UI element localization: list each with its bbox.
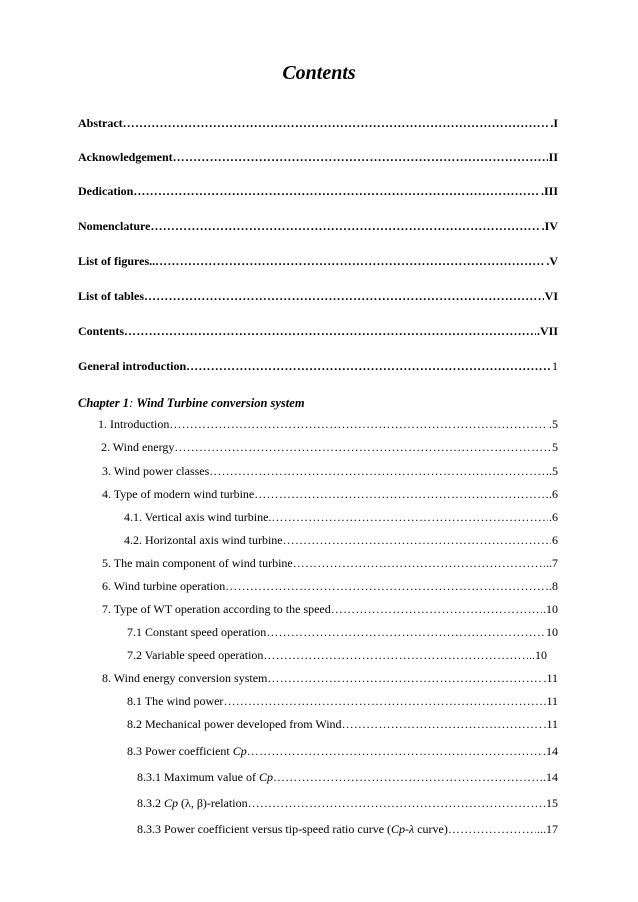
toc-entry-label: 5. The main component of wind turbine [102,556,293,570]
toc-entry-page: VI [544,289,558,303]
toc-entry-page: .15 [543,796,558,810]
toc-entry-cp-lambda-curve[interactable] [137,821,558,837]
leader-dots [209,463,548,479]
chapter-sep: : [129,396,137,410]
leader-dots [169,416,548,432]
chapter-label: Chapter 1 [78,396,130,410]
toc-entry-abstract[interactable] [78,115,558,131]
toc-entry-page: .IV [541,219,558,233]
toc-entry-page: ..10 [529,648,547,662]
toc-entry-list-of-figures[interactable] [78,253,558,269]
leader-dots [223,693,542,709]
toc-entry-page: 5 [552,440,558,454]
toc-entry-page: .6 [549,487,558,501]
leader-dots [283,532,551,548]
leader-dots [266,624,545,640]
leader-dots [273,769,542,785]
leader-dots [174,439,551,455]
toc-entry-label: 6. Wind turbine operation [102,579,226,593]
toc-entry-type-wt-operation[interactable] [102,601,558,617]
leader-dots [144,288,544,304]
toc-entry-main-component[interactable] [102,555,558,571]
toc-entry-page: .I [550,116,558,130]
leader-dots [342,716,543,732]
toc-entry-acknowledgement[interactable] [78,149,558,165]
leader-dots [263,647,528,663]
toc-entry-page: 10 [546,625,558,639]
toc-entry-page: 1 [552,359,558,373]
toc-entry-label: List of figures.. [78,254,156,268]
label-text: 8.3.3 Power coefficient versus tip-speed ratio curve ( [137,822,392,836]
toc-entry-page: .8 [549,579,558,593]
toc-entry-label: Dedication [78,184,134,198]
toc-entry-horizontal-axis[interactable] [124,532,558,548]
toc-entry-power-coefficient[interactable] [127,743,558,759]
toc-entry-page: II [548,150,558,164]
toc-entry-label: 7. Type of WT operation according to the speed [102,602,331,616]
leader-dots [155,253,545,269]
toc-entry-wind-energy[interactable] [101,439,558,455]
toc-entry-label: 1. Introduction [98,417,170,431]
toc-entry-vertical-axis[interactable] [124,509,558,525]
toc-entry-label: 4.2. Horizontal axis wind turbine [124,533,283,547]
toc-entry-page: .11 [543,717,558,731]
leader-dots [271,509,548,525]
leader-dots [267,670,542,686]
toc-entry-label: 4. Type of modern wind turbine [102,487,255,501]
leader-dots [173,149,548,165]
leader-dots [186,358,551,374]
toc-entry-nomenclature[interactable] [78,218,558,234]
toc-entry-label [137,769,273,785]
toc-entry-label: List of tables [78,289,144,303]
toc-entry-label: General introduction [78,359,187,373]
toc-entry-introduction[interactable] [98,416,558,432]
toc-entry-type-modern-wind-turbine[interactable] [102,486,558,502]
toc-entry-label: Acknowledgement [78,150,173,164]
toc-entry-wind-power[interactable] [127,693,558,709]
leader-dots [331,601,542,617]
toc-entry-page: .10 [543,602,558,616]
cp-symbol: Cp [232,744,247,758]
toc-entry-page: .5 [549,464,558,478]
leader-dots [124,323,536,339]
page-title: Contents [282,62,356,84]
toc-entry-label: 8.1 The wind power [127,694,224,708]
toc-entry-page: .11 [543,694,558,708]
toc-entry-label: Contents [78,324,125,338]
cp-symbol: Cp [258,770,273,784]
toc-entry-label [137,795,248,811]
toc-entry-page: .III [540,184,558,198]
label-text: 8.3 Power coefficient [127,744,233,758]
toc-entry-general-introduction[interactable] [78,358,558,374]
toc-entry-label: Abstract [78,116,123,130]
cp-symbol: Cp [164,796,179,810]
toc-entry-contents[interactable] [78,323,558,339]
leader-dots [150,218,540,234]
toc-entry-label [127,743,247,759]
toc-entry-max-cp[interactable] [137,769,558,785]
label-text: (λ, β)-relation [178,796,248,810]
toc-entry-page: .5 [549,417,558,431]
toc-entry-constant-speed[interactable] [127,624,558,640]
cp-lambda-symbol: Cp-λ [391,822,415,836]
toc-entry-variable-speed[interactable] [127,647,547,663]
toc-entry-label: 8. Wind energy conversion system [102,671,268,685]
leader-dots [123,115,550,131]
leader-dots [247,743,542,759]
toc-entry-label: 4.1. Vertical axis wind turbine. [124,510,272,524]
label-text: curve) [414,822,448,836]
toc-entry-cp-relation[interactable] [137,795,558,811]
toc-entry-conversion-system[interactable] [102,670,558,686]
toc-entry-dedication[interactable] [78,183,558,199]
toc-entry-label: 7.2 Variable speed operation [127,648,264,662]
leader-dots [254,486,548,502]
toc-entry-wind-turbine-operation[interactable] [102,578,558,594]
label-text: 8.3.2 [137,796,164,810]
leader-dots [248,795,542,811]
leader-dots [133,183,540,199]
toc-entry-label: 3. Wind power classes [102,464,210,478]
toc-entry-page: .V [546,254,558,268]
toc-entry-page: .6 [549,510,558,524]
toc-entry-label: Nomenclature [78,219,151,233]
toc-entry-page: .14 [543,770,558,784]
toc-entry-page: .14 [543,744,558,758]
toc-entry-page: ..7 [546,556,558,570]
chapter-heading[interactable] [78,396,305,411]
toc-entry-page: .VII [536,324,558,338]
toc-entry-label: 2. Wind energy [101,440,175,454]
toc-entry-label: 8.2 Mechanical power developed from Wind [127,717,342,731]
toc-entry-label: 7.1 Constant speed operation [127,625,267,639]
toc-entry-page: 6 [552,533,558,547]
leader-dots [293,555,545,571]
label-text: 8.3.1 Maximum value of [137,770,259,784]
toc-entry-page: ...17 [537,822,558,836]
toc-entry-label [137,821,448,837]
toc-entry-list-of-tables[interactable] [78,288,558,304]
chapter-title: Wind Turbine conversion system [136,396,305,410]
toc-entry-page: .11 [543,671,558,685]
leader-dots [225,578,548,594]
toc-entry-wind-power-classes[interactable] [102,463,558,479]
toc-entry-mechanical-power[interactable] [127,716,558,732]
leader-dots [448,821,536,837]
